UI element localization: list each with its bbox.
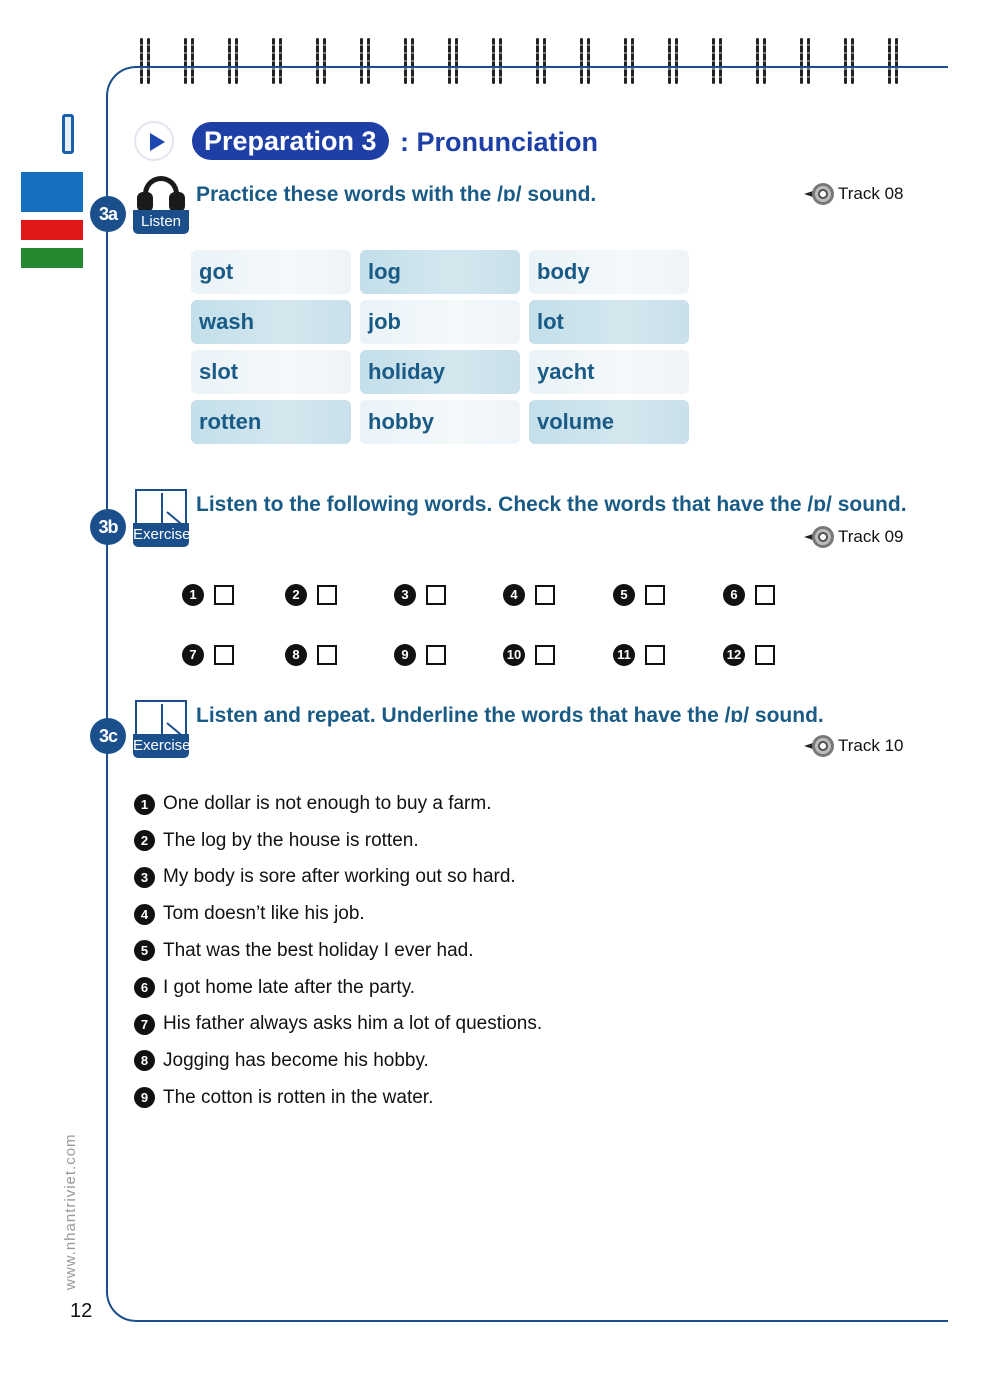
sentence-item (134, 1050, 429, 1072)
checkbox-item[interactable] (182, 644, 234, 666)
spiral-ring (710, 38, 724, 86)
spiral-ring (490, 38, 504, 86)
spiral-ring (226, 38, 240, 86)
checkbox-item[interactable] (285, 584, 337, 606)
sentence-item (134, 830, 419, 852)
flag-blue-stripe (21, 172, 83, 212)
item-number: 7 (182, 644, 204, 666)
flag-green-stripe (21, 248, 83, 268)
checkbox[interactable] (214, 645, 234, 665)
checkbox[interactable] (426, 585, 446, 605)
checkbox[interactable] (755, 645, 775, 665)
checkbox-item[interactable] (503, 584, 555, 606)
page-title: : Pronunciation (400, 127, 598, 157)
checkbox[interactable] (645, 645, 665, 665)
item-number: 11 (613, 644, 635, 666)
frame-left-line (106, 66, 138, 1322)
spiral-ring (358, 38, 372, 86)
item-number: 3 (394, 584, 416, 606)
track-label: Track 09 (838, 527, 904, 546)
cd-icon (804, 735, 834, 757)
word-cell: log (360, 250, 520, 294)
book-icon (135, 700, 187, 736)
spiral-ring (798, 38, 812, 86)
word-cell: slot (191, 350, 351, 394)
spiral-ring (138, 38, 152, 86)
sentence-text: Jogging has become his hobby. (163, 1049, 429, 1071)
checkbox-item[interactable] (182, 584, 234, 606)
sentence-number: 7 (134, 1014, 155, 1035)
sentence-text: My body is sore after working out so hard. (163, 866, 516, 888)
track-10[interactable] (804, 733, 904, 759)
item-number: 10 (503, 644, 525, 666)
word-cell: yacht (529, 350, 689, 394)
checkbox[interactable] (755, 585, 775, 605)
checkbox[interactable] (535, 585, 555, 605)
checkbox-item[interactable] (394, 644, 446, 666)
item-number: 4 (503, 584, 525, 606)
sentence-text: His father always asks him a lot of questions. (163, 1013, 543, 1035)
sentence-text: I got home late after the party. (163, 976, 416, 998)
sentence-number: 6 (134, 977, 155, 998)
sentence-number: 5 (134, 940, 155, 961)
track-09[interactable] (804, 524, 904, 550)
word-cell: lot (529, 300, 689, 344)
spiral-ring (666, 38, 680, 86)
section-badge-3a: 3a (90, 196, 126, 232)
spiral-ring (886, 38, 900, 86)
spiral-binding (138, 38, 918, 88)
cd-icon (804, 526, 834, 548)
frame-top-line (136, 66, 948, 68)
exercise-icon (133, 489, 189, 547)
item-number: 8 (285, 644, 307, 666)
sentence-number: 3 (134, 867, 155, 888)
preparation-badge: Preparation 3 (192, 122, 389, 160)
sentence-number: 8 (134, 1050, 155, 1071)
checkbox[interactable] (645, 585, 665, 605)
spiral-ring (270, 38, 284, 86)
sentence-text: The cotton is rotten in the water. (163, 1086, 434, 1108)
spiral-ring (446, 38, 460, 86)
checkbox[interactable] (317, 645, 337, 665)
item-number: 9 (394, 644, 416, 666)
checkbox[interactable] (214, 585, 234, 605)
checkbox-item[interactable] (723, 584, 775, 606)
exercise-icon (133, 700, 189, 758)
instruction-3b: Listen to the following words. Check the words that have the /ɒ/ sound. (196, 493, 907, 516)
page-number: 12 (70, 1300, 93, 1322)
spiral-ring (534, 38, 548, 86)
checkbox[interactable] (317, 585, 337, 605)
checkbox-item[interactable] (503, 644, 555, 666)
word-cell: job (360, 300, 520, 344)
section-badge-3b: 3b (90, 509, 126, 545)
word-cell: wash (191, 300, 351, 344)
checkbox[interactable] (426, 645, 446, 665)
track-label: Track 08 (838, 184, 904, 203)
sentence-item (134, 903, 365, 925)
item-number: 5 (613, 584, 635, 606)
sentence-number: 1 (134, 794, 155, 815)
word-cell: rotten (191, 400, 351, 444)
word-cell: body (529, 250, 689, 294)
spiral-ring (754, 38, 768, 86)
spiral-ring (182, 38, 196, 86)
spiral-ring (578, 38, 592, 86)
checkbox-item[interactable] (723, 644, 775, 666)
spiral-ring (842, 38, 856, 86)
checkbox[interactable] (535, 645, 555, 665)
spiral-ring (622, 38, 636, 86)
play-icon[interactable] (134, 121, 174, 161)
instruction-3c: Listen and repeat. Underline the words that have the /ɒ/ sound. (196, 704, 824, 727)
item-number: 6 (723, 584, 745, 606)
sentence-number: 2 (134, 830, 155, 851)
word-cell: holiday (360, 350, 520, 394)
checkbox-item[interactable] (613, 584, 665, 606)
item-number: 12 (723, 644, 745, 666)
checkbox-item[interactable] (285, 644, 337, 666)
instruction-3a: Practice these words with the /ɒ/ sound. (196, 183, 597, 206)
sentence-item (134, 793, 491, 815)
sentence-item (134, 866, 516, 888)
sentence-text: The log by the house is rotten. (163, 829, 419, 851)
sentence-number: 4 (134, 904, 155, 925)
sentence-item (134, 977, 415, 999)
listen-label: Listen (133, 210, 189, 234)
checkbox-item[interactable] (394, 584, 446, 606)
frame-bottom-line (136, 1320, 948, 1322)
sentence-text: Tom doesn’t like his job. (163, 903, 365, 925)
item-number: 1 (182, 584, 204, 606)
sentence-item (134, 940, 474, 962)
book-icon (135, 489, 187, 525)
listen-icon (133, 176, 189, 234)
spiral-ring (314, 38, 328, 86)
word-cell: volume (529, 400, 689, 444)
sentence-text: One dollar is not enough to buy a farm. (163, 793, 492, 814)
flag-red-stripe (21, 220, 83, 240)
spiral-ring (402, 38, 416, 86)
word-cell: got (191, 250, 351, 294)
word-cell: hobby (360, 400, 520, 444)
item-number: 2 (285, 584, 307, 606)
exercise-label: Exercise (133, 734, 189, 758)
exercise-label: Exercise (133, 523, 189, 547)
sentence-item (134, 1087, 433, 1109)
section-badge-3c: 3c (90, 718, 126, 754)
checkbox-item[interactable] (613, 644, 665, 666)
sentence-item (134, 1013, 542, 1035)
track-label: Track 10 (838, 736, 904, 755)
sentence-number: 9 (134, 1087, 155, 1108)
unit-number-mark (62, 114, 74, 154)
sentence-text: That was the best holiday I ever had. (163, 939, 474, 961)
watermark: www.nhantriviet.com (62, 1133, 79, 1290)
cd-icon (804, 183, 834, 205)
track-08[interactable] (804, 181, 904, 207)
